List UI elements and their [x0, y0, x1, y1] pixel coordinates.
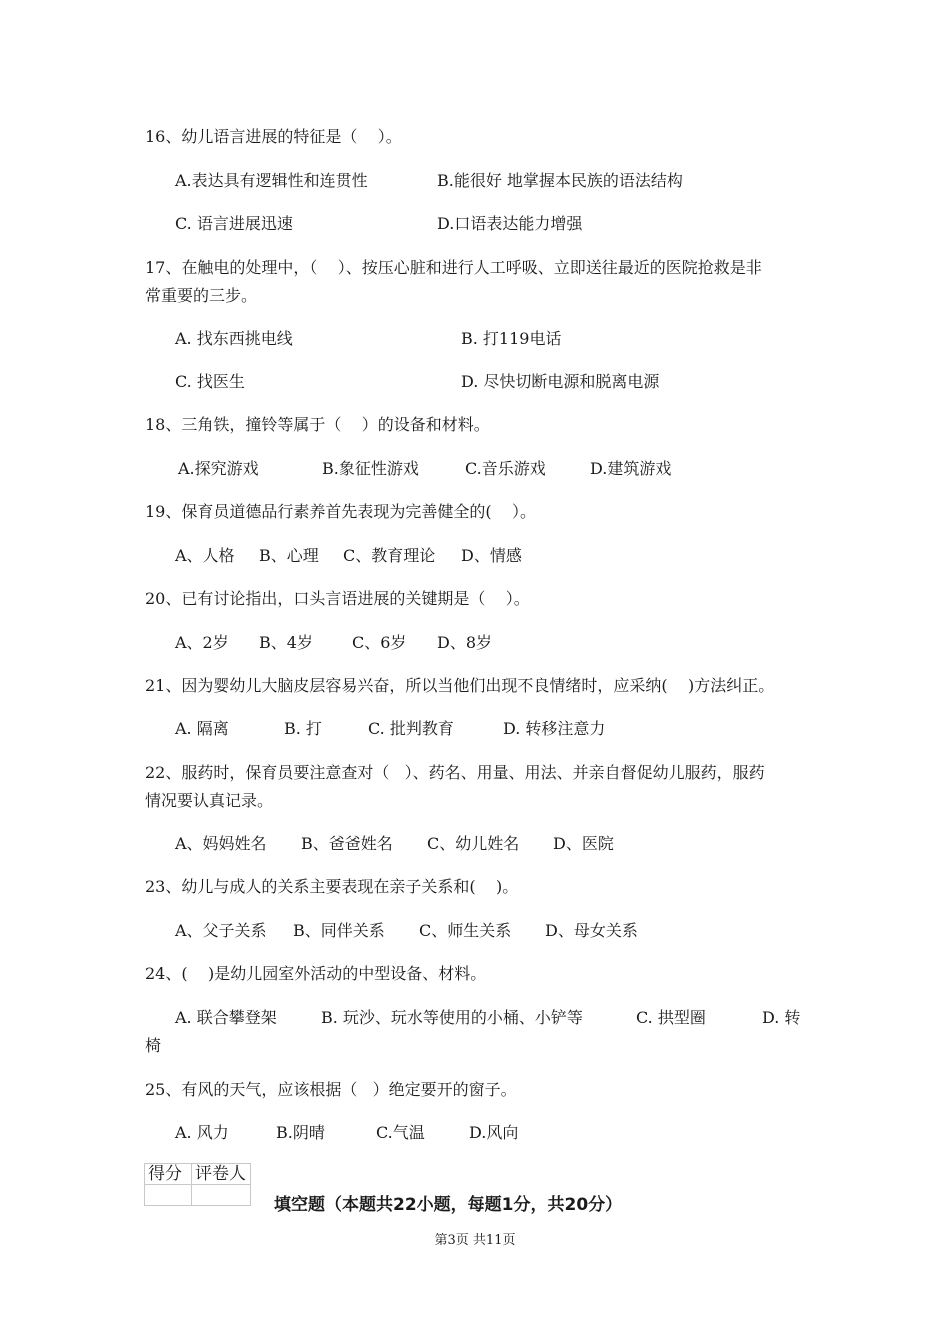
question-25-option-c: C.气温 [376, 1123, 425, 1142]
question-17-option-c: C. 找医生 [175, 372, 245, 391]
question-21-option-d: D. 转移注意力 [503, 719, 606, 738]
question-17-option-d: D. 尽快切断电源和脱离电源 [461, 372, 660, 391]
question-19-stem: 19、保育员道德品行素养首先表现为完善健全的( ）。 [145, 502, 536, 521]
question-25-stem: 25、有风的天气，应该根据（ ）绝定要开的窗子。 [145, 1080, 517, 1099]
question-23-stem: 23、幼儿与成人的关系主要表现在亲子关系和( )。 [145, 877, 519, 896]
question-21-option-b: B. 打 [284, 719, 322, 738]
question-20-stem: 20、已有讨论指出，口头言语进展的关键期是（ ）。 [145, 589, 530, 608]
score-cell[interactable] [145, 1185, 192, 1206]
question-21-option-a: A. 隔离 [175, 719, 229, 738]
question-21-option-c: C. 批判教育 [368, 719, 454, 738]
page-footer: 第3页 共11页 [434, 1233, 516, 1248]
question-18-option-d: D.建筑游戏 [590, 459, 672, 478]
question-20-option-b: B、4岁 [259, 633, 313, 652]
question-23-option-b: B、同伴关系 [293, 921, 385, 940]
question-18-option-a: A.探究游戏 [178, 459, 259, 478]
score-header: 得分 [145, 1164, 192, 1185]
question-19-option-c: C、教育理论 [343, 546, 436, 565]
question-17-option-b: B. 打119电话 [461, 329, 562, 348]
question-22-stem-line1: 22、服药时，保育员要注意查对（ ）、药名、用量、用法、并亲自督促幼儿服药，服药 [145, 763, 765, 782]
question-24-option-d: D. 转 [762, 1008, 801, 1027]
question-25-option-a: A. 风力 [175, 1123, 229, 1142]
question-19-option-b: B、心理 [259, 546, 319, 565]
question-22-stem-line2: 情况要认真记录。 [145, 791, 274, 810]
question-17-option-a: A. 找东西挑电线 [175, 329, 293, 348]
question-18-option-c: C.音乐游戏 [465, 459, 546, 478]
question-17-stem-line1: 17、在触电的处理中，（ ）、按压心脏和进行人工呼吸、立即送往最近的医院抢救是非 [145, 258, 762, 277]
question-22-option-d: D、医院 [553, 834, 614, 853]
question-16-option-b: B.能很好 地掌握本民族的语法结构 [437, 171, 683, 190]
question-21-stem: 21、因为婴幼儿大脑皮层容易兴奋，所以当他们出现不良情绪时，应采纳( )方法纠正。 [145, 676, 775, 695]
section-title: 填空题（本题共22小题，每题1分，共20分） [274, 1195, 623, 1215]
question-24-option-c: C. 拱型圈 [636, 1008, 706, 1027]
question-16-stem: 16、幼儿语言进展的特征是（ ）。 [145, 127, 402, 146]
question-24-option-b: B. 玩沙、玩水等使用的小桶、小铲等 [321, 1008, 583, 1027]
grader-cell[interactable] [192, 1185, 251, 1206]
question-25-option-d: D.风向 [469, 1123, 519, 1142]
question-20-option-d: D、8岁 [437, 633, 493, 652]
question-24-stem: 24、( )是幼儿园室外活动的中型设备、材料。 [145, 964, 487, 983]
question-23-option-a: A、父子关系 [175, 921, 267, 940]
question-19-option-a: A、人格 [175, 546, 235, 565]
question-18-stem: 18、三角铁，撞铃等属于（ ）的设备和材料。 [145, 415, 490, 434]
score-table [144, 1163, 251, 1206]
question-23-option-c: C、师生关系 [419, 921, 512, 940]
question-20-option-c: C、6岁 [352, 633, 407, 652]
question-22-option-c: C、幼儿姓名 [427, 834, 520, 853]
grader-header: 评卷人 [192, 1164, 251, 1185]
question-16-option-d: D.口语表达能力增强 [437, 214, 583, 233]
question-16-option-a: A.表达具有逻辑性和连贯性 [175, 171, 368, 190]
question-18-option-b: B.象征性游戏 [322, 459, 419, 478]
question-22-option-b: B、爸爸姓名 [301, 834, 393, 853]
question-17-stem-line2: 常重要的三步。 [145, 286, 258, 305]
question-19-option-d: D、情感 [461, 546, 522, 565]
question-24-wrap: 椅 [145, 1036, 162, 1055]
question-24-option-a: A. 联合攀登架 [175, 1008, 277, 1027]
question-23-option-d: D、母女关系 [545, 921, 638, 940]
question-25-option-b: B.阴晴 [276, 1123, 325, 1142]
question-20-option-a: A、2岁 [175, 633, 229, 652]
question-16-option-c: C. 语言进展迅速 [175, 214, 293, 233]
question-22-option-a: A、妈妈姓名 [175, 834, 267, 853]
